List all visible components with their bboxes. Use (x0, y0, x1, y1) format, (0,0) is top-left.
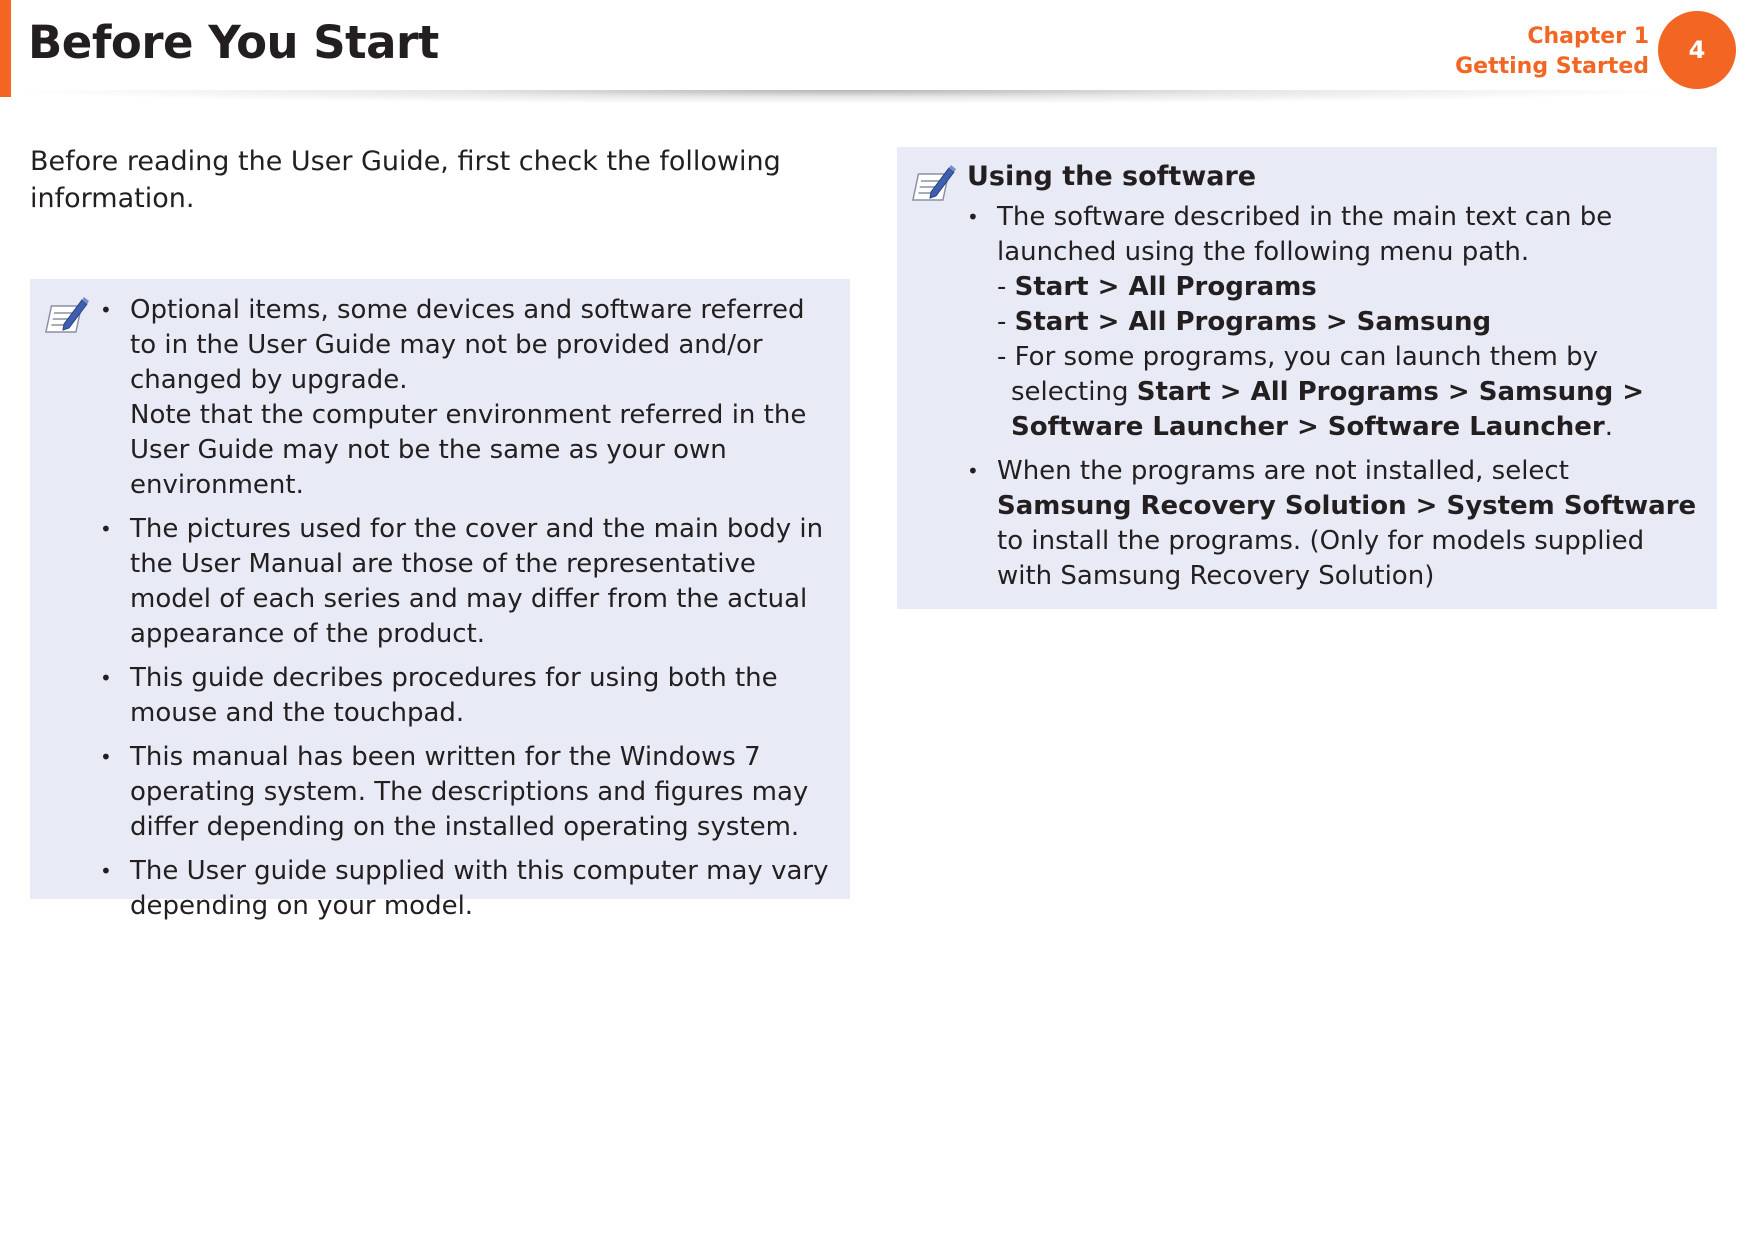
page-title: Before You Start (28, 16, 439, 69)
menu-path: - For some programs, you can launch them by selecting Start > All Programs > Samsung > Software Launcher > Software Launcher. (997, 342, 1645, 442)
list-item: • When the programs are not installed, select Samsung Recovery Solution > System Software to install the programs. (Only for models supplied with Samsung Recovery Solution) (997, 454, 1701, 594)
header-divider (0, 90, 1690, 104)
list-item: • The User guide supplied with this computer may vary depending on your model. (130, 854, 832, 924)
page-number-badge: 4 (1658, 11, 1736, 89)
chapter-title: Getting Started (1455, 54, 1649, 79)
notes-list (130, 293, 832, 924)
chapter-number: Chapter 1 (1527, 24, 1649, 49)
notes-box (30, 279, 850, 921)
list-item: • The software described in the main text can be launched using the following menu path. - Start > All Programs - Start > All Programs > Samsung - For some programs, you can launch them by selecting Start > All Programs > Samsung > Software Launcher > Software Launcher. (997, 200, 1701, 445)
header-accent-bar (0, 0, 11, 97)
list-item: • This manual has been written for the Windows 7 operating system. The descriptions and figures may differ depending on the installed operating system. (130, 740, 832, 845)
note-pencil-icon (42, 294, 92, 342)
menu-path: - Start > All Programs > Samsung (997, 307, 1492, 337)
intro-text: Before reading the User Guide, first check the following information. (30, 146, 781, 214)
software-note-box (897, 147, 1717, 609)
list-item: • The pictures used for the cover and the main body in the User Manual are those of the representative model of each series and may differ from the actual appearance of the product. (130, 512, 832, 652)
note-heading: Using the software (967, 161, 1257, 192)
chapter-label (1455, 22, 1649, 82)
list-item: • This guide decribes procedures for using both the mouse and the touchpad. (130, 661, 832, 731)
software-list (997, 200, 1701, 594)
menu-path: - Start > All Programs (997, 272, 1317, 302)
note-pencil-icon (909, 162, 959, 210)
list-item: • Optional items, some devices and software referred to in the User Guide may not be provided and/or changed by upgrade. Note that the computer environment referred in the User Guide may not be the same as your own environment. (130, 293, 832, 503)
